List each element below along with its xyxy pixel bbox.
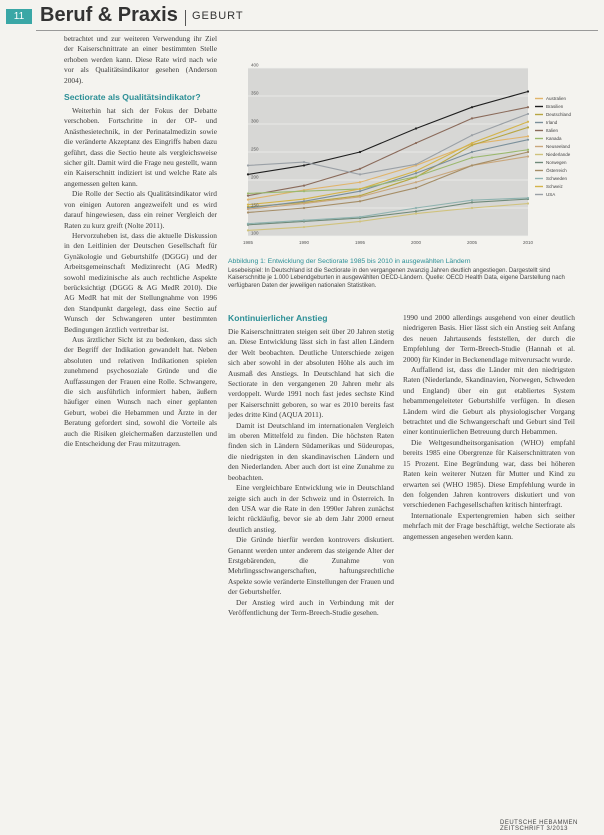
x-tick-label: 1985 bbox=[242, 240, 254, 245]
paragraph: Die Kaiserschnittraten steigen seit über 20 Jahren stetig an. Diese Entwicklung lässt sich in fast allen Ländern der Welt beobachten. Deutliche Unterschiede zeigen sich aber sowohl in der absoluten Höhe als auch im Ausmaß des Anstiegs. In Deutschland hat sich die Sectiorate in den vergangenen 20 Jahren mehr als verdoppelt. Wurde 1991 noch fast jedes sechste Kind per Kaiserschnitt geboren, so war es 2010 bereits fast jedes dritte Kind (AQUA 2011). bbox=[228, 327, 394, 420]
y-tick-label: 300 bbox=[251, 118, 259, 124]
legend-label: Deutschland bbox=[546, 112, 572, 117]
data-point bbox=[359, 188, 361, 190]
data-point bbox=[527, 151, 529, 153]
paragraph: Eine vergleichbare Entwicklung wie in Deutschland zeigte sich auch in der Schweiz und in Österreich. In den USA war die Rate in den 1990er Jahren zunächst leicht rückläufig, bevor sie ab dem Jahr 2000 erneut deutlich anstieg. bbox=[228, 483, 394, 534]
data-point bbox=[471, 144, 473, 146]
data-point bbox=[471, 151, 473, 153]
subsection-label: GEBURT bbox=[192, 10, 244, 22]
text-column-left bbox=[64, 34, 217, 794]
y-tick-label: 100 bbox=[251, 230, 259, 236]
data-point bbox=[471, 117, 473, 119]
data-point bbox=[471, 106, 473, 108]
header-rule bbox=[36, 30, 598, 31]
data-point bbox=[527, 90, 529, 92]
legend-label: Schweden bbox=[546, 176, 568, 181]
legend-label: Brasilien bbox=[546, 104, 564, 109]
x-tick-label: 1990 bbox=[298, 240, 310, 245]
paragraph: Hervorzuheben ist, dass die aktuelle Diskussion in den Leitlinien der Deutschen Gesellschaft für Gynäkologie und Geburtshilfe (DGGG) und der Arbeitsgemeinschaft Medizinrecht (AG MedR) sowohl medizinische als auch rechtliche Aspekte berücksichtigt (DGGG & AG MedR 2010). Die AG MedR hat mit der Stellungnahme von 1996 den Standpunkt dargelegt, dass eine Sectio auf Wunsch der Schwangeren unter bestimmten Bedingungen ärztlich vertretbar ist. bbox=[64, 230, 217, 334]
data-point bbox=[471, 164, 473, 166]
data-point bbox=[415, 172, 417, 174]
x-tick-label: 2000 bbox=[410, 240, 422, 245]
paragraph: Damit ist Deutschland im internationalen Vergleich im oberen Mittelfeld zu finden. Die höchsten Raten finden sich in Ländern Südamerikas und Südeuropas, die niedrigsten in den skandinavischen Ländern und den Niederlanden. Aber auch dort ist eine Zunahme zu beobachten. bbox=[228, 420, 394, 482]
paragraph: Aus ärztlicher Sicht ist zu bedenken, dass sich der Begriff der Indikation gewandelt hat. Neben absoluten und relativen Indikationen spielen zunehmend psychosoziale Gründe und die Auffassungen der Frauen eine Rolle. Schwangere, die sich ausführlich informiert haben, äußern häufiger einen Wunsch nach einer geplanten Geburt, wobei die Hebammen und Ärzte in der Beratung gefordert sind, sowohl die Vorteile als auch die Risiken gleichermaßen darzustellen und die Entscheidung der Frau mitzutragen. bbox=[64, 334, 217, 449]
y-tick-label: 350 bbox=[251, 90, 259, 96]
data-point bbox=[415, 127, 417, 129]
legend-label: Norwegen bbox=[546, 160, 567, 165]
text-column-right bbox=[403, 313, 575, 813]
data-point bbox=[303, 200, 305, 202]
legend-label: Neuseeland bbox=[546, 144, 571, 149]
data-point bbox=[359, 168, 361, 170]
y-tick-label: 250 bbox=[251, 146, 259, 152]
legend-label: Schweiz bbox=[546, 184, 563, 189]
legend-label: USA bbox=[546, 192, 556, 197]
y-tick-label: 200 bbox=[251, 174, 259, 180]
data-point bbox=[415, 170, 417, 172]
data-point bbox=[471, 207, 473, 209]
legend-label: Italien bbox=[546, 128, 559, 133]
data-point bbox=[247, 192, 249, 194]
paragraph: Auffallend ist, dass die Länder mit den niedrigsten Raten (Niederlande, Skandinavien, Norwegen, Schweden und England) über ein gut etabliertes System hebammengeleiteter Geburtshilfe verfügen. In diesen Ländern wird die Geburt als physiologischer Vorgang betrachtet und die Schwangerschaft und Geburt sind Teil einer kontinuierlichen Betreuung durch Hebammen. bbox=[403, 365, 575, 437]
data-point bbox=[303, 207, 305, 209]
page-number: 11 bbox=[6, 9, 32, 24]
data-point bbox=[527, 135, 529, 137]
data-point bbox=[303, 202, 305, 204]
data-point bbox=[247, 173, 249, 175]
data-point bbox=[527, 139, 529, 141]
data-point bbox=[471, 201, 473, 203]
page-footer: DEUTSCHE HEBAMMEN ZEITSCHRIFT 3/2013 bbox=[500, 820, 578, 832]
data-point bbox=[415, 142, 417, 144]
data-point bbox=[527, 113, 529, 115]
data-point bbox=[471, 157, 473, 159]
data-point bbox=[247, 199, 249, 201]
legend-label: Österreich bbox=[546, 168, 567, 173]
figure-chart bbox=[228, 60, 598, 256]
data-point bbox=[359, 173, 361, 175]
paragraph: Weiterhin hat sich der Fokus der Debatte verschoben. Fortschritte in der OP- und Anästhesietechnik, in der Perinatalmedizin sowie die veränderte Akzeptanz des Eingriffs haben dazu geführt, dass die Sectio heute als vergleichsweise sicher gilt. Damit wird die Frage neu gestellt, wann ein Kaiserschnitt indiziert ist und welche Rate als angemessen gelten kann. bbox=[64, 106, 217, 188]
data-point bbox=[303, 198, 305, 200]
data-point bbox=[415, 181, 417, 183]
data-point bbox=[415, 210, 417, 212]
data-point bbox=[527, 126, 529, 128]
data-point bbox=[247, 229, 249, 231]
legend-label: Irland bbox=[546, 120, 558, 125]
data-point bbox=[527, 202, 529, 204]
data-point bbox=[415, 213, 417, 215]
x-tick-label: 1995 bbox=[354, 240, 366, 245]
data-point bbox=[471, 134, 473, 136]
text-column-middle bbox=[228, 313, 394, 813]
data-point bbox=[527, 121, 529, 123]
data-point bbox=[527, 197, 529, 199]
figure-caption bbox=[228, 258, 583, 290]
data-point bbox=[303, 185, 305, 187]
y-tick-label: 400 bbox=[251, 62, 259, 68]
data-point bbox=[359, 190, 361, 192]
data-point bbox=[471, 142, 473, 144]
paragraph: Die Rolle der Sectio als Qualitätsindikator wird von einigen Autoren angezweifelt und es wird darauf hingewiesen, dass ein reiner Vergleich der Raten zu kurz greift (Nolte 2011). bbox=[64, 189, 217, 230]
data-point bbox=[415, 163, 417, 165]
data-point bbox=[471, 199, 473, 201]
data-point bbox=[415, 187, 417, 189]
data-point bbox=[359, 200, 361, 202]
subheading-continuous-increase: Kontinuierlicher Anstieg bbox=[228, 313, 328, 323]
subheading-quality-indicator: Sectiorate als Qualitätsindikator? bbox=[64, 92, 201, 103]
data-point bbox=[359, 181, 361, 183]
data-point bbox=[527, 155, 529, 157]
data-point bbox=[303, 219, 305, 221]
paragraph: 1990 und 2000 allerdings ausgehend von einer deutlich niedrigeren Basis. Hier lässt sich ein Anstieg seit Anfang des neuen Jahrtausends feststellen, der durch die Empfehlung der Term-Breech-Studie (Hannah et al. 2000) für Kinder in Beckenendlage mitverursacht wurde. bbox=[403, 313, 575, 364]
data-point bbox=[359, 220, 361, 222]
paragraph: Die Weltgesundheitsorganisation (WHO) empfahl bereits 1985 eine Obergrenze für Kaiserschnittraten von 15 Prozent. Eine Begründung war, dass bei höheren Raten kein weiterer Nutzen für Mutter und Kind zu erwarten sei (WHO 1985). Diese Empfehlung wurde in den folgenden Jahren kontrovers diskutiert und von verschiedenen Fachgesellschaften kritisch hinterfragt. bbox=[403, 437, 575, 510]
data-point bbox=[527, 149, 529, 151]
data-point bbox=[247, 208, 249, 210]
caption-text: Lesebeispiel: In Deutschland ist die Sectiorate in den vergangenen zwanzig Jahren deutlich angestiegen. Dargestellt sind Kaiserschnitte je 1.000 Lebendgeburten in ausgewählten OECD-Ländern. Quelle: OECD Health Data, eigene Darstellung nach verfügbaren Daten der jeweiligen nationalen Statistiken. bbox=[228, 267, 565, 289]
legend-label: Kanada bbox=[546, 136, 562, 141]
paragraph: Internationale Expertengremien haben sich seither mehrfach mit der Frage beschäftigt, welche Sectiorate als angemessen angesehen werden kann. bbox=[403, 510, 575, 541]
data-point bbox=[359, 151, 361, 153]
data-point bbox=[359, 196, 361, 198]
data-point bbox=[359, 216, 361, 218]
legend-label: Australien bbox=[546, 96, 567, 101]
data-point bbox=[303, 161, 305, 163]
data-point bbox=[303, 226, 305, 228]
data-point bbox=[247, 195, 249, 197]
data-point bbox=[303, 190, 305, 192]
data-point bbox=[247, 204, 249, 206]
data-point bbox=[247, 164, 249, 166]
line-chart bbox=[228, 60, 598, 256]
header-separator bbox=[185, 10, 186, 26]
data-point bbox=[303, 164, 305, 166]
data-point bbox=[247, 211, 249, 213]
y-tick-label: 150 bbox=[251, 202, 259, 208]
x-tick-label: 2005 bbox=[466, 240, 478, 245]
section-title: Beruf & Praxis bbox=[40, 4, 178, 26]
intro-paragraph: betrachtet und zur weiteren Verwendung ihr Ziel der Kaiserschnittrate an einer bestimmten Stelle erhoben werden kann. Diese Rate wird nach wie vor als Qualitätsindikator gesehen (Anderson 2004). bbox=[64, 34, 217, 85]
data-point bbox=[527, 106, 529, 108]
paragraph: Die Gründe hierfür werden kontrovers diskutiert. Genannt werden unter anderem das steigende Alter der Erstgebärenden, die Zunahme von Mehrlingsschwangerschaften, haftungsrechtliche Aspekte sowie veränderte Einstellungen der Frauen und der Geburtshelfer. bbox=[228, 535, 394, 597]
paragraph: Der Anstieg wird auch in Verbindung mit der Veröffentlichung der Term-Breech-Studie gesehen. bbox=[228, 597, 394, 617]
caption-title: Abbildung 1: Entwicklung der Sectiorate 1985 bis 2010 in ausgewählten Ländern bbox=[228, 258, 471, 265]
legend-label: Niederlande bbox=[546, 152, 571, 157]
x-tick-label: 2010 bbox=[522, 240, 534, 245]
data-point bbox=[247, 223, 249, 225]
data-point bbox=[415, 207, 417, 209]
data-point bbox=[415, 176, 417, 178]
